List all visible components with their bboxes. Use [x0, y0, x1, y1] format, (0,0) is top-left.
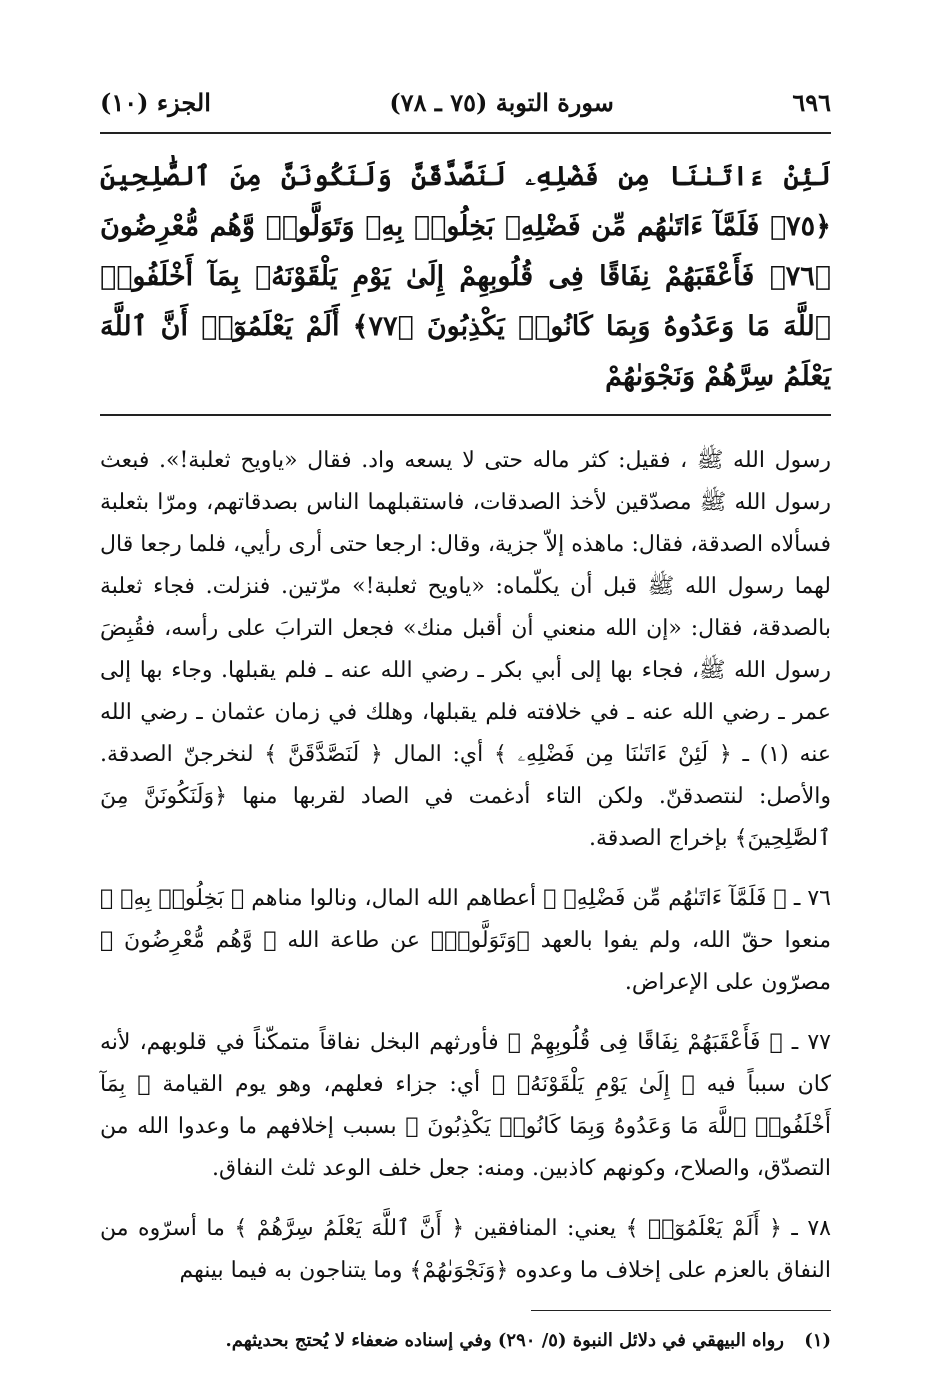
commentary-paragraph: رسول الله ﷺ ، فقيل: كثر ماله حتى لا يسعه واد. فقال «ياويح ثعلبة!». فبعث رسول الله ﷺ مصدّقين لأخذ الصدقات، فاستقبلهما الناس بصدقاتهم، ومرّا بثعلبة فسألاه الصدقة، فقال: ماهذه إلاّ جزية، وقال: ارجعا حتى أرى رأيي، فلما رجعا قال لهما رسول الله ﷺ قبل أن يكلّماه: «ياويح ثعلبة!» مرّتين. فنزلت. فجاء ثعلبة بالصدقة، فقال: «إن الله منعني أن أقبل منك» فجعل الترابَ على رأسه، فقُبِضَ رسول الله ﷺ، فجاء بها إلى أبي بكر ـ رضي الله عنه ـ فلم يقبلها. وجاء بها إلى عمر ـ رضي الله عنه ـ في خلافته فلم يقبلها، وهلك في زمان عثمان ـ رضي الله عنه (١) ـ ﴿ لَئِنْ ءَاتَىٰنَا مِن فَضْلِهِۦ ﴾ أي: المال ﴿ لَنَصَّدَّقَنَّ ﴾ لنخرجنّ الصدقة. والأصل: لنتصدقنّ. ولكن التاء أدغمت في الصاد لقربها منها ﴿وَلَنَكُونَنَّ مِنَ ٱلصَّٰلِحِينَ﴾ بإخراج الصدقة.	[100, 448, 832, 851]
page-number: ٦٩٦	[792, 88, 831, 117]
footnote-text: رواه البيهقي في دلائل النبوة (٥/ ٢٩٠) وفي إسناده ضعفاء لا يُحتج بحديثهم.	[225, 1330, 784, 1351]
commentary-paragraph-78: ٧٨ ـ ﴿ أَلَمْ يَعْلَمُوٓا۟ ﴾ يعني: المنافقين ﴿ أَنَّ ٱللَّهَ يَعْلَمُ سِرَّهُمْ ﴾ ما أسرّوه من النفاق بالعزم على إخلاف ما وعدوه ﴿وَنَجْوَىٰهُمْ﴾ وما يتناجون به فيما بينهم	[100, 1216, 831, 1283]
footnote	[100, 1325, 831, 1357]
juz-label: الجزء (١٠)	[100, 88, 211, 117]
surah-title: سورة التوبة (٧٥ ـ ٧٨)	[389, 88, 614, 117]
commentary-paragraph-76: ٧٦ ـ ﴿ فَلَمَّآ ءَاتَىٰهُم مِّن فَضْلِهِۦ ﴾ أعطاهم الله المال، ونالوا مناهم ﴿ بَخِلُوا۟ بِهِۦ ﴾ منعوا حقّ الله، ولم يفوا بالعهد ﴿وَتَوَلَّوا۟﴾ عن طاعة الله ﴿ وَّهُم مُّعْرِضُونَ ﴾ مصرّون على الإعراض.	[100, 886, 831, 995]
footnote-number: (١)	[804, 1330, 831, 1351]
quran-verses: لَئِنْ ءَاتَىٰنَا مِن فَضْلِهِۦ لَنَصَّدَّقَنَّ وَلَنَكُونَنَّ مِنَ ٱلصَّٰلِحِينَ ﴿٧٥﴾ فَلَمَّآ ءَاتَىٰهُم مِّن فَضْلِهِۦ بَخِلُوا۟ بِهِۦ وَتَوَلَّوا۟ وَّهُم مُّعْرِضُونَ ﴿٧٦﴾ فَأَعْقَبَهُمْ نِفَاقًا فِى قُلُوبِهِمْ إِلَىٰ يَوْمِ يَلْقَوْنَهُۥ بِمَآ أَخْلَفُوا۟ ٱللَّهَ مَا وَعَدُوهُ وَبِمَا كَانُوا۟ يَكْذِبُونَ ﴿٧٧﴾ أَلَمْ يَعْلَمُوٓا۟ أَنَّ ٱللَّهَ يَعْلَمُ سِرَّهُمْ وَنَجْوَىٰهُمْ	[100, 152, 831, 416]
page-header	[100, 88, 831, 134]
commentary	[100, 440, 831, 1292]
commentary-paragraph-77: ٧٧ ـ ﴿ فَأَعْقَبَهُمْ نِفَاقًا فِى قُلُوبِهِمْ ﴾ فأورثهم البخل نفاقاً متمكّناً في قلوبهم، لأنه كان سبباً فيه ﴿ إِلَىٰ يَوْمِ يَلْقَوْنَهُۥ ﴾ أي: جزاء فعلهم، وهو يوم القيامة ﴿ بِمَآ أَخْلَفُوا۟ ٱللَّهَ مَا وَعَدُوهُ وَبِمَا كَانُوا۟ يَكْذِبُونَ ﴾ بسبب إخلافهم ما وعدوا الله من التصدّق، والصلاح، وكونهم كاذبين. ومنه: جعل خلف الوعد ثلث النفاق.	[100, 1030, 831, 1181]
footnote-divider	[531, 1310, 831, 1311]
